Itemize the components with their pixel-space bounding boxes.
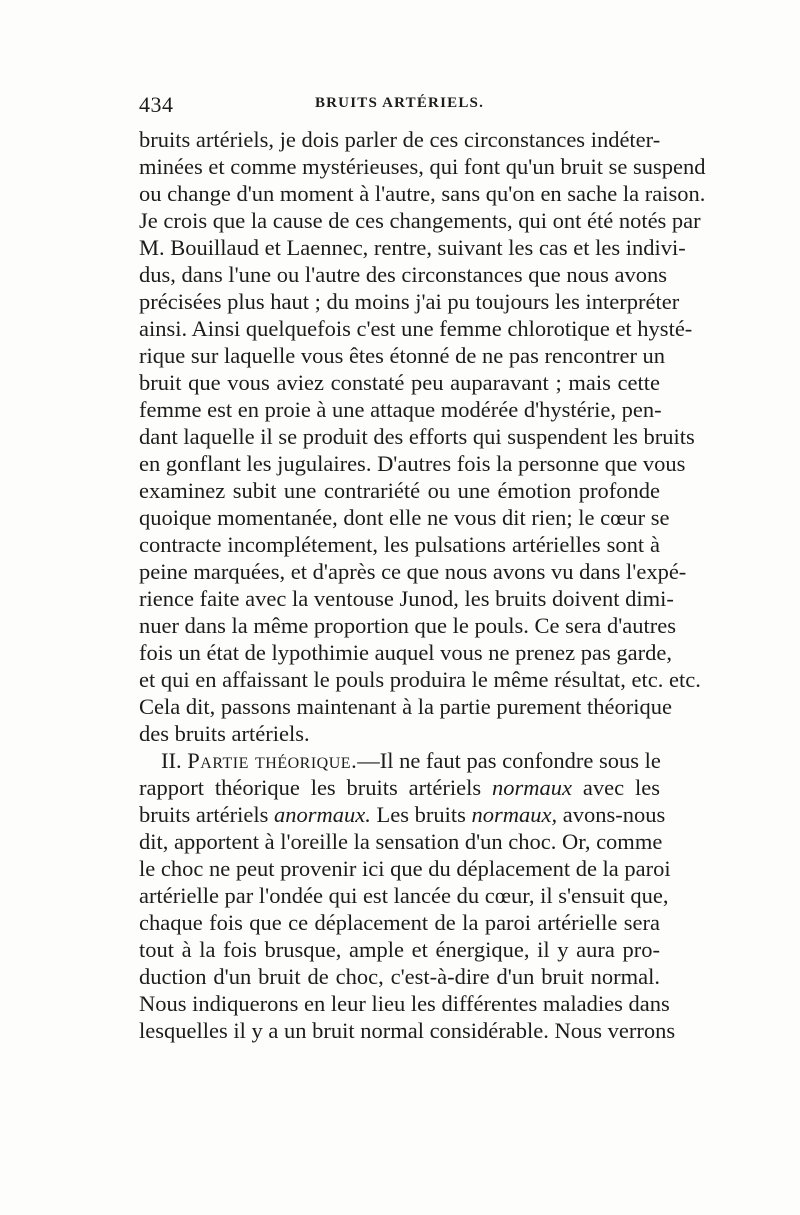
text-line — [139, 801, 666, 828]
emphasis: anormaux. — [273, 802, 371, 827]
text-line: ou change d'un moment à l'autre, sans qu'on en sache la raison. — [139, 181, 706, 206]
text-span: avons-nous — [562, 802, 666, 827]
emphasis: normaux, — [471, 802, 558, 827]
running-title: BRUITS ARTÉRIELS. — [314, 95, 485, 111]
text-line: en gonflant les jugulaires. D'autres fois la personne que vous — [139, 451, 686, 476]
text-line: dus, dans l'une ou l'autre des circonstances que nous avons — [139, 262, 667, 287]
paragraph-last-line: des bruits artériels. — [139, 721, 310, 746]
text-line: dit, apportent à l'oreille la sensation d'un choc. Or, comme — [139, 829, 663, 854]
text-line: femme est en proie à une attaque modérée d'hystérie, pen- — [139, 397, 662, 422]
text-line: quoique momentanée, dont elle ne vous dit rien; le cœur se — [139, 505, 670, 530]
text-line: contracte incomplétement, les pulsations artérielles sont à — [139, 532, 660, 557]
section-number: II. — [161, 748, 182, 773]
text-line: examinez subit une contrariété ou une émotion profonde — [139, 478, 660, 503]
text-span: avec les — [582, 775, 660, 800]
body-text — [139, 126, 706, 1044]
text-line: bruit que vous aviez constaté peu auparavant ; mais cette — [139, 370, 660, 395]
text-line: Je crois que la cause de ces changements, qui ont été notés par — [139, 208, 701, 233]
text-line: rique sur laquelle vous êtes étonné de ne pas rencontrer un — [139, 343, 666, 368]
text-line: bruits artériels, je dois parler de ces circonstances indéter- — [139, 127, 661, 152]
text-line: fois un état de lypothimie auquel vous ne prenez pas garde, — [139, 640, 672, 665]
text-line: peine marquées, et d'après ce que nous avons vu dans l'expé- — [139, 559, 687, 584]
text-span: bruits artériels — [139, 802, 269, 827]
section-text: —Il ne faut pas confondre sous le — [357, 748, 661, 773]
text-line: lesquelles il y a un bruit normal considérable. Nous verrons — [139, 1018, 676, 1043]
emphasis: normaux — [492, 775, 573, 800]
text-line: dant laquelle il se produit des efforts qui suspendent les bruits — [139, 424, 695, 449]
running-head — [139, 92, 660, 122]
text-span: Les bruits — [376, 802, 466, 827]
text-line: nuer dans la même proportion que le pouls. Ce sera d'autres — [139, 613, 677, 638]
section-heading-line — [139, 747, 660, 774]
text-line: rience faite avec la ventouse Junod, les bruits doivent dimi- — [139, 586, 674, 611]
text-line: et qui en affaissant le pouls produira le même résultat, etc. etc. — [139, 667, 701, 692]
section-heading: Partie théorique. — [187, 748, 358, 773]
text-line: chaque fois que ce déplacement de la paroi artérielle sera — [139, 910, 660, 935]
text-span: rapport théorique les bruits artériels — [139, 775, 482, 800]
text-line: artérielle par l'ondée qui est lancée du cœur, il s'ensuit que, — [139, 883, 669, 908]
text-line: M. Bouillaud et Laennec, rentre, suivant les cas et les indivi- — [139, 235, 686, 260]
text-line: duction d'un bruit de choc, c'est-à-dire d'un bruit normal. — [139, 964, 660, 989]
text-line: tout à la fois brusque, ample et énergique, il y aura pro- — [139, 937, 660, 962]
text-line: précisées plus haut ; du moins j'ai pu toujours les interpréter — [139, 289, 680, 314]
page-number: 434 — [139, 92, 174, 117]
text-line — [139, 774, 660, 801]
text-line: le choc ne peut provenir ici que du déplacement de la paroi — [139, 856, 671, 881]
text-line: Nous indiquerons en leur lieu les différentes maladies dans — [139, 991, 670, 1016]
text-line: Cela dit, passons maintenant à la partie purement théorique — [139, 694, 672, 719]
text-line: ainsi. Ainsi quelquefois c'est une femme chlorotique et hysté- — [139, 316, 693, 341]
text-line: minées et comme mystérieuses, qui font qu'un bruit se suspend — [139, 154, 706, 179]
